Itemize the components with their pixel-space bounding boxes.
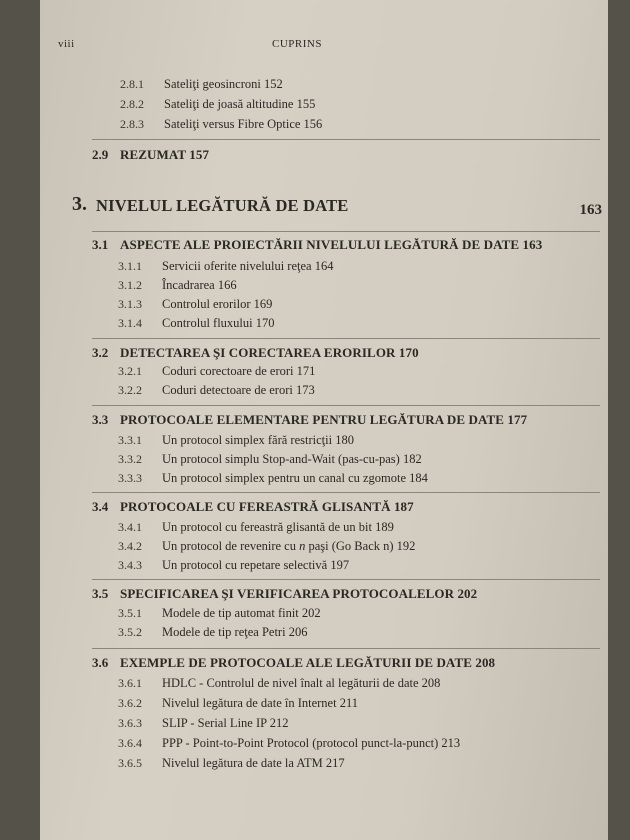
separator [92,405,600,406]
chapter-page: 163 [579,202,602,218]
chapter-number: 3. [72,193,87,215]
separator [92,579,600,580]
header-title: CUPRINS [272,38,322,50]
separator [92,139,600,140]
book-page: viii CUPRINS 2.8.1 Sateliţi geosincroni 152 2.8.2 Sateliţi de joasă altitudine 155 2.8.3 Sateliţi versus Fibre Optice 156 2.9 REZUMAT 157 3. NIVELUL LEGĂTURĂ DE DATE 163 3.1 ASPECTE ALE PROIECTĂRII NIVELULUI LEGĂTURĂ DE DATE 163 3.1.1 Servicii oferite nivelului reţea 164 3.1.2 Încadrarea 166 3.1.3 Controlul erorilor 169 3.1.4 Controlul fluxului 170 3.2 DETECTAREA ŞI CORECTAREA ERORILOR 170 3.2.1 Coduri corectoare de erori 171 3.2.2 Coduri detectoare de erori 173 3.3 PROTOCOALE ELEMENTARE PENTRU LEGĂTURA DE DATE 177 3.3.1 Un protocol simplex fără restricţii 180 3.3.2 Un protocol simplu Stop-and-Wait (pas-cu-pas) 182 3.3.3 Un protocol simplex pentru un canal cu zgomote 184 3.4 PROTOCOALE CU FEREASTRĂ GLISANTĂ 187 3.4.1 Un protocol cu fereastră glisantă de un bit 189 3.4.2 Un protocol de revenire cu n paşi (Go Back n) 192 3.4.3 Un protocol cu repetare selectivă 197 3.5 SPECIFICAREA ŞI VERIFICAREA PROTOCOALELOR 202 3.5.1 Modele de tip automat finit 202 3.5.2 Modele de tip reţea Petri 206 3.6 EXEMPLE DE PROTOCOALE ALE LEGĂTURII DE DATE 208 3.6.1 HDLC - Controlul de nivel înalt al legăturii de date 208 3.6.2 Nivelul legătura de date în Internet 211 3.6.3 SLIP - Serial Line IP 212 3.6.4 PPP - Point-to-Point Protocol (protocol punct-la-punct) 213 3.6.5 Nivelul legătura de date la ATM 217 [40,0,608,840]
page-number: viii [58,38,75,50]
separator [92,492,600,493]
separator [92,338,600,339]
chapter-heading [72,193,602,223]
running-header [40,38,608,54]
chapter-title: NIVELUL LEGĂTURĂ DE DATE [96,196,349,215]
separator [92,231,600,232]
separator [92,648,600,649]
